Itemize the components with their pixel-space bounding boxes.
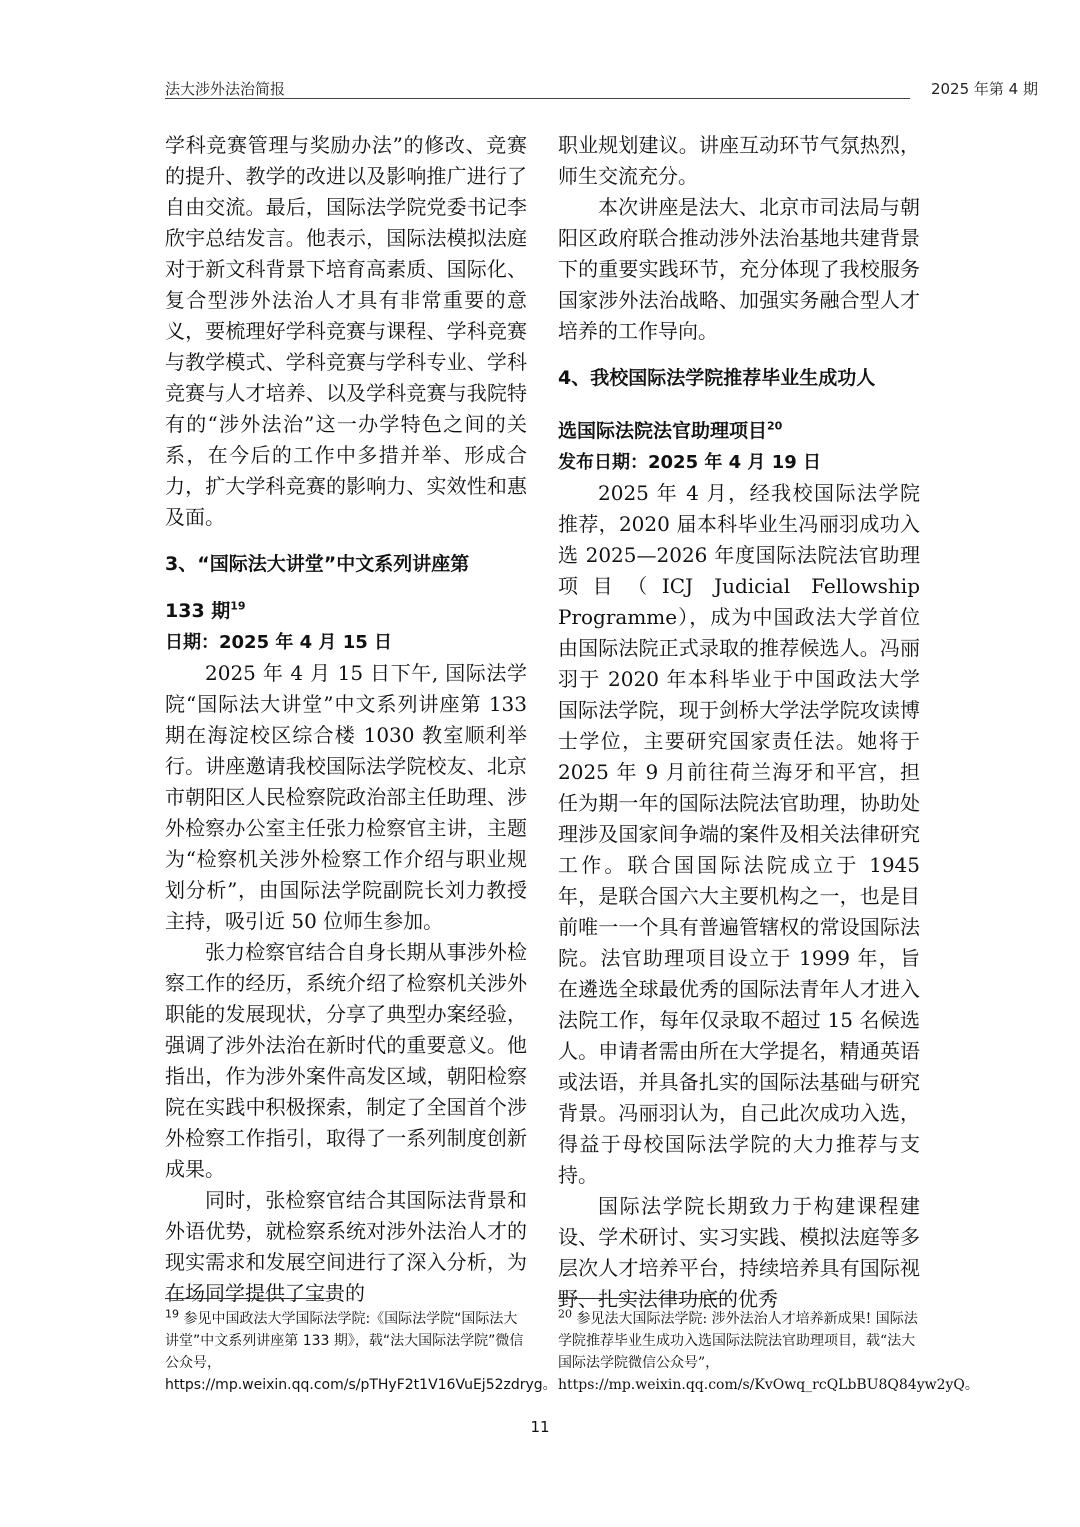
footnote-ref-19[interactable]: 19 (230, 599, 246, 613)
paragraph: 职业规划建议。讲座互动环节气氛热烈，师生交流充分。 (558, 133, 920, 188)
paragraph: 同时，张检察官结合其国际法背景和外语优势，就检察系统对涉外法治人才的现实需求和发展空间进行了深入分析，为在场同学提供了宝贵的 (165, 1188, 527, 1305)
paragraph: 张力检察官结合自身长期从事涉外检察工作的经历，系统介绍了检察机关涉外职能的发展现状，分享了典型办案经验，强调了涉外法治在新时代的重要意义。他指出，作为涉外案件高发区域，朝阳检察院在实践中积极探索，制定了全国首个涉外检察工作指引，取得了一系列制度创新成果。 (165, 940, 527, 1181)
newsletter-title: 法大涉外法治简报 (165, 80, 286, 98)
page-header (165, 78, 1038, 100)
section-4-date: 发布日期：2025 年 4 月 19 日 (558, 452, 822, 473)
footnote-mark: 19 (165, 1307, 179, 1321)
page-number: 11 (530, 1418, 550, 1436)
section-3-title-line2: 133 期$^{19}$ (165, 599, 246, 622)
footnote-rule (558, 1298, 728, 1299)
footnote-rule (165, 1298, 335, 1299)
section-4-title: 4、我校国际法学院推荐毕业生成功人 (558, 367, 876, 389)
paragraph: 学科竞赛管理与奖励办法”的修改、竞赛的提升、教学的改进以及影响推广进行了自由交流。最后，国际法学院党委书记李欣宇总结发言。他表示，国际法模拟法庭对于新文科背景下培育高素质、国际化、复合型涉外法治人才具有非常重要的意义，要梳理好学科竞赛与课程、学科竞赛与教学模式、学科竞赛与学科专业、学科竞赛与人才培养、以及学科竞赛与我院特有的“涉外法治”这一办学特色之间的关系，在今后的工作中多措并举、形成合力，扩大学科竞赛的影响力、实效性和惠及面。 (165, 133, 527, 529)
paragraph: 2025 年 4 月，经我校国际法学院推荐，2020 届本科毕业生冯丽羽成功入选 2025—2026 年度国际法院法官助理项目（ICJ Judicial Fellowship Programme），成为中国政法大学首位由国际法院正式录取的推荐候选人。冯丽羽于 2020 年本科毕业于中国政法大学国际法学院，现于剑桥大学法学院攻读博士学位，主要研究国家责任法。她将于 2025 年 9 月前往荷兰海牙和平宫，担任为期一年的国际法院法官助理，协助处理涉及国家间争端的案件及相关法律研究工作。联合国国际法院成立于 1945 年，是联合国六大主要机构之一，也是目前唯一一个具有普遍管辖权的常设国际法院。法官助理项目设立于 1999 年，旨在遴选全球最优秀的国际法青年人才进入法院工作，每年仅录取不超过 15 名候选人。申请者需由所在大学提名，精通英语或法语，并具备扎实的国际法基础与研究背景。冯丽羽认为，自己此次成功入选，得益于母校国际法学院的大力推荐与支持。 (558, 481, 920, 1187)
paragraph: 2025 年 4 月 15 日下午, 国际法学院“国际法大讲堂”中文系列讲座第 133 期在海淀校区综合楼 1030 教室顺利举行。讲座邀请我校国际法学院校友、北京市朝阳区人民检察院政治部主任助理、涉外检察办公室主任张力检察官主讲，主题为“检察机关涉外检察工作介绍与职业规划分析”，由国际法学院副院长刘力教授主持，吸引近 50 位师生参加。 (165, 661, 527, 933)
footnote-text[interactable]: 参见中国政法大学国际法学院:《国际法学院“国际法大讲堂”中文系列讲座第 133 期》，载“法大国际法学院”微信公众号，https://mp.weixin.qq.com/s/pTHyF2t1V16VuEj52zdryg。 (165, 1311, 557, 1393)
footnote-19 (165, 1307, 557, 1396)
footnote-text[interactable]: 参见法大国际法学院: 涉外法治人才培养新成果! 国际法学院推荐毕业生成功入选国际法院法官助理项目，载“法大国际法学院微信公众号”，https://mp.weixin.qq.com/s/KvOwq_rcQLbBU8Q84yw2yQ。 (558, 1311, 979, 1393)
section-4-title-line2: 选国际法院法官助理项目$^{20}$ (558, 419, 783, 442)
paragraph: 本次讲座是法大、北京市司法局与朝阳区政府联合推动涉外法治基地共建背景下的重要实践环节，充分体现了我校服务国家涉外法治战略、加强实务融合型人才培养的工作导向。 (558, 195, 920, 343)
right-column (558, 130, 920, 1315)
footnote-20 (558, 1307, 979, 1396)
section-3-date: 日期：2025 年 4 月 15 日 (165, 632, 393, 653)
issue-number: 2025 年第 4 期 (930, 80, 1038, 98)
paragraph: 国际法学院长期致力于构建课程建设、学术研讨、实习实践、模拟法庭等多层次人才培养平台，持续培养具有国际视野、扎实法律功底的优秀 (558, 1194, 920, 1311)
header-rule (165, 98, 910, 99)
section-3-title: 3、“国际法大讲堂”中文系列讲座第 (165, 553, 470, 575)
footnote-ref-20[interactable]: 20 (767, 419, 783, 433)
footnote-mark: 20 (558, 1307, 572, 1321)
left-column (165, 130, 527, 1309)
